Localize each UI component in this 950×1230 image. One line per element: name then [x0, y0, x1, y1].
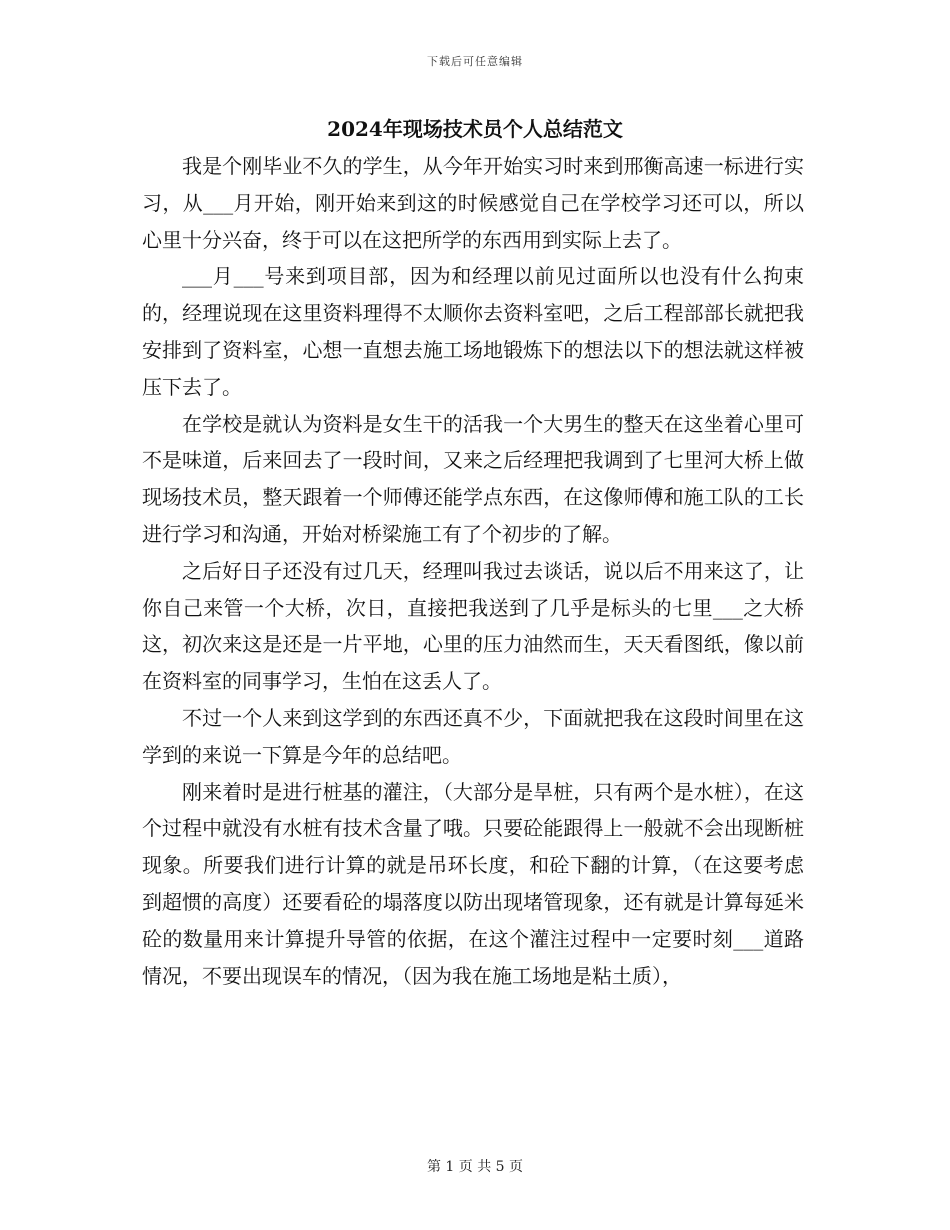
page-header-note: 下载后可任意编辑	[427, 55, 523, 68]
body-paragraph: ___月___号来到项目部，因为和经理以前见过面所以也没有什么拘束的，经理说现在这里资料理得不太顺你去资料室吧，之后工程部部长就把我安排到了资料室，心想一直想去施工场地锻炼下的想法以下的想法就这样被压下去了。	[142, 264, 804, 399]
body-paragraph: 在学校是就认为资料是女生干的活我一个大男生的整天在这坐着心里可不是味道，后来回去了一段时间，又来之后经理把我调到了七里河大桥上做现场技术员，整天跟着一个师傅还能学点东西，在这像师傅和施工队的工长进行学习和沟通，开始对桥梁施工有了个初步的了解。	[142, 411, 804, 546]
document-title: 2024年现场技术员个人总结范文	[327, 117, 623, 141]
body-paragraph: 刚来着时是进行桩基的灌注，（大部分是旱桩，只有两个是水桩），在这个过程中就没有水桩有技术含量了哦。只要砼能跟得上一般就不会出现断桩现象。所要我们进行计算的就是吊环长度，和砼下翻的计算，（在这要考虑到超惯的高度）还要看砼的塌落度以防出现堵管现象，还有就是计算每延米砼的数量用来计算提升导管的依据，在这个灌注过程中一定要时刻___道路情况，不要出现误车的情况，（因为我在施工场地是粘土质），	[142, 779, 804, 988]
document-body	[142, 148, 804, 994]
page-number: 第 1 页 共 5 页	[426, 1159, 524, 1175]
body-paragraph: 我是个刚毕业不久的学生，从今年开始实习时来到邢衡高速一标进行实习，从___月开始，刚开始来到这的时候感觉自己在学校学习还可以，所以心里十分兴奋，终于可以在这把所学的东西用到实际上去了。	[142, 154, 804, 252]
body-paragraph: 之后好日子还没有过几天，经理叫我过去谈话，说以后不用来这了，让你自己来管一个大桥，次日，直接把我送到了几乎是标头的七里___之大桥这，初次来这是还是一片平地，心里的压力油然而生，天天看图纸，像以前在资料室的同事学习，生怕在这丢人了。	[142, 558, 804, 694]
body-paragraph: 不过一个人来到这学到的东西还真不少，下面就把我在这段时间里在这学到的来说一下算是今年的总结吧。	[142, 705, 804, 767]
